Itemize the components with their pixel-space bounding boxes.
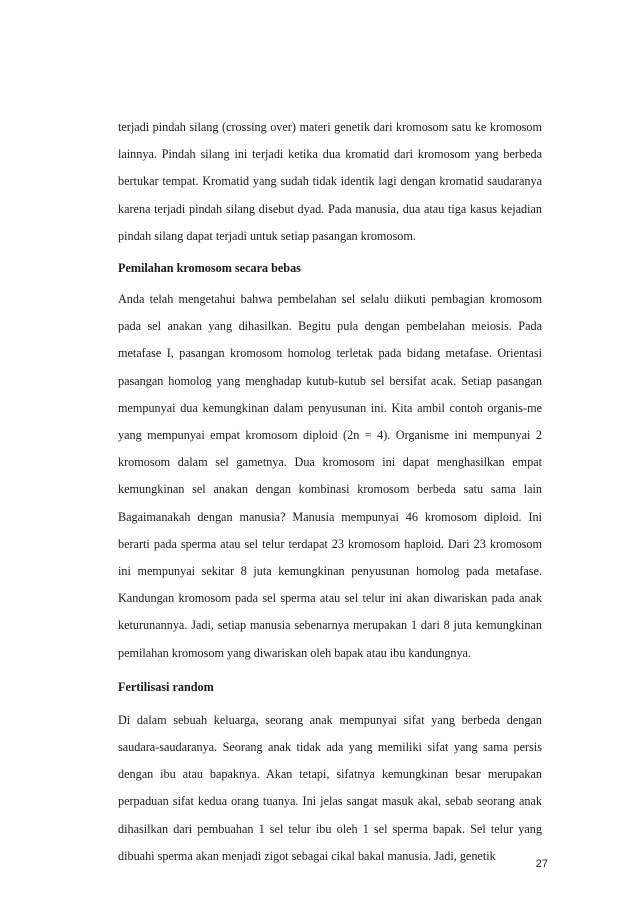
page-number: 27 [535, 858, 548, 870]
paragraph-fertilisasi-random: Di dalam sebuah keluarga, seorang anak mempunyai sifat yang berbeda dengan saudara-saudaranya. Seorang anak tidak ada yang memiliki sifat yang sama persis dengan ibu atau bapaknya. Akan tetapi, sifatnya kemungkinan besar merupakan perpaduan sifat kedua orang tuanya. Ini jelas sangat masuk akal, sebab seorang anak dihasilkan dari pembuahan 1 sel telur ibu oleh 1 sel sperma bapak. Sel telur yang dibuahi sperma akan menjadi zigot sebagai cikal bakal manusia. Jadi, genetik [118, 712, 542, 863]
heading-fertilisasi-random: Fertilisasi random [118, 679, 214, 694]
paragraph-pemilahan-kromosom: Anda telah mengetahui bahwa pembelahan sel selalu diikuti pembagian kromosom pada sel anakan yang dihasilkan. Begitu pula dengan pembelahan meiosis. Pada metafase I, pasangan kromosom homolog terletak pada bidang metafase. Orientasi pasangan homolog yang menghadap kutub-kutub sel bersifat acak. Setiap pasangan mempunyai dua kemungkinan dalam penyusunan ini. Kita ambil contoh organis-me yang mempunyai empat kromosom diploid (2n = 4). Organisme ini mempunyai 2 kromosom dalam sel gametnya. Dua kromosom ini dapat menghasilkan empat kemungkinan sel anakan dengan kombinasi kromosom berbeda satu sama lain Bagaimanakah dengan manusia? Manusia mempunyai 46 kromosom diploid. Ini berarti pada sperma atau sel telur terdapat 23 kromosom haploid. Dari 23 kromosom ini mempunyai sekitar 8 juta kemungkinan penyusunan homolog pada metafase. Kandungan kromosom pada sel sperma atau sel telur ini akan diwariskan pada anak keturunannya. Jadi, setiap manusia sebenarnya merupakan 1 dari 8 juta kemungkinan pemilahan kromosom yang diwariskan oleh bapak atau ibu kandungnya. [118, 292, 542, 660]
page-body [118, 114, 542, 870]
paragraph-crossing-over: terjadi pindah silang (crossing over) materi genetik dari kromosom satu ke kromosom lainnya. Pindah silang ini terjadi ketika dua kromatid dari kromosom yang berbeda bertukar tempat. Kromatid yang sudah tidak identik lagi dengan kromatid saudaranya karena terjadi pindah silang disebut dyad. Pada manusia, dua atau tiga kasus kejadian pindah silang dapat terjadi untuk setiap pasangan kromosom. [118, 120, 542, 243]
heading-pemilahan-kromosom: Pemilahan kromosom secara bebas [118, 261, 301, 276]
